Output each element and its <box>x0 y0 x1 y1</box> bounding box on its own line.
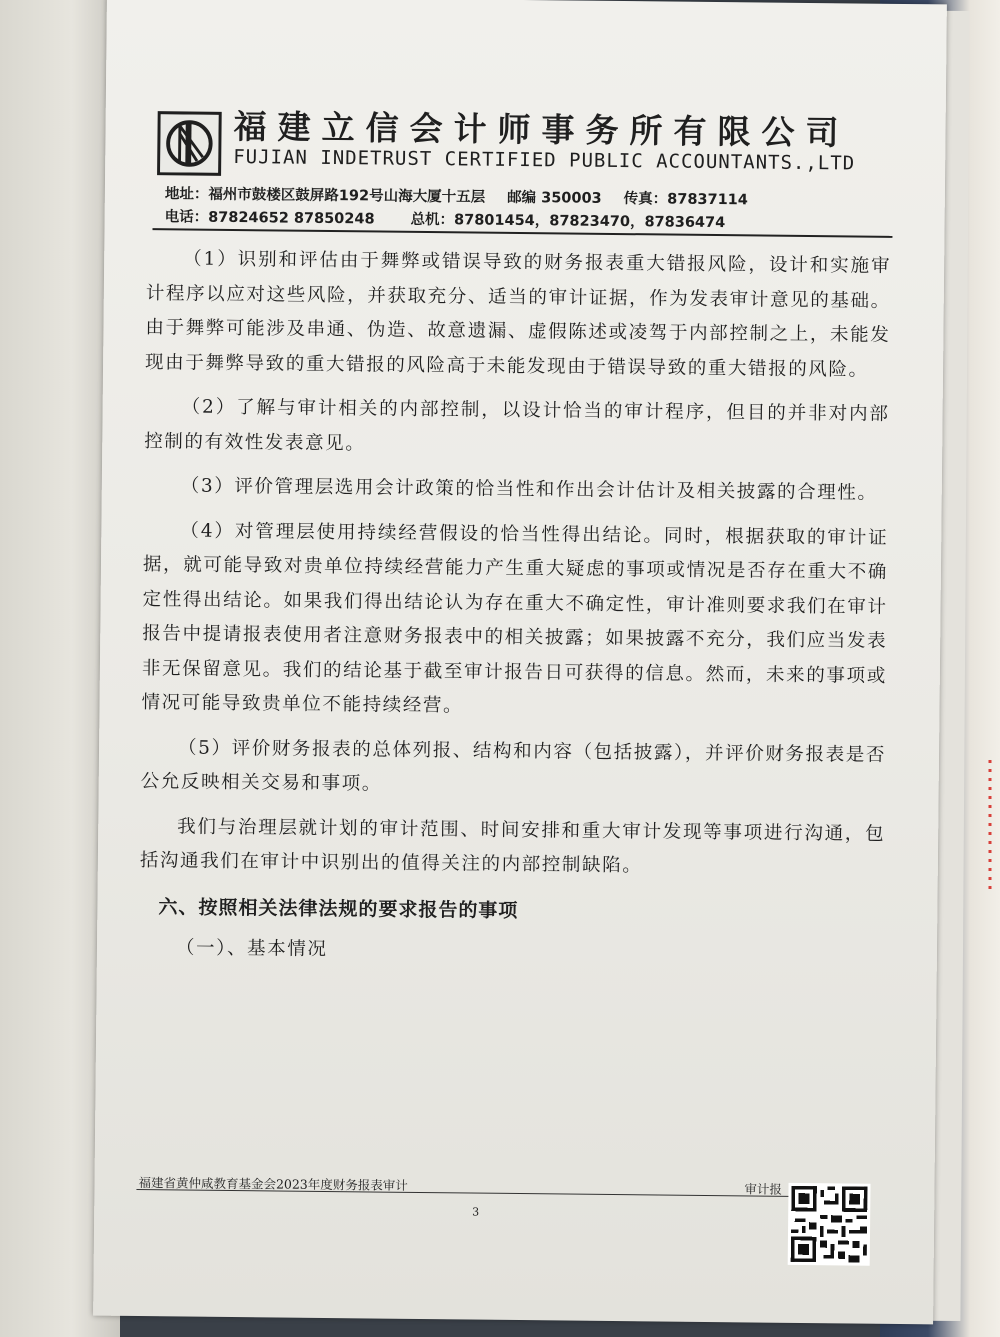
paragraph-item-5: （5）评价财务报表的总体列报、结构和内容（包括披露），并评价财务报表是否公允反映相关交易和事项。 <box>140 736 887 795</box>
firm-name-english: FUJIAN INDETRUST CERTIFIED PUBLIC ACCOUNTANTS.,LTD <box>233 145 856 175</box>
firm-logo-icon <box>157 111 222 176</box>
postcode: 邮编 350003 <box>507 189 602 207</box>
phone-line <box>165 205 726 232</box>
fax: 传真：87837114 <box>623 191 748 209</box>
paragraph-item-3: （3）评价管理层选用会计政策的恰当性和作出会计估计及相关披露的合理性。 <box>180 475 878 504</box>
firm-name-chinese: 福建立信会计师事务所有限公司 <box>233 106 850 153</box>
subsection-1-heading: （一）、基本情况 <box>175 936 328 960</box>
phone: 电话：87824652 87850248 <box>164 209 375 228</box>
red-stamp-edge <box>986 760 994 890</box>
paragraph-item-1: （1）识别和评估由于舞弊或错误导致的财务报表重大错报风险，设计和实施审计程序以应对这些风险，并获取充分、适当的审计证据，作为发表审计意见的基础。由于舞弊可能涉及串通、伪造、故意遗漏、虚假陈述或凌驾于内部控制之上，未能发现由于舞弊导致的重大错报的风险高于未能发现由于错误导致的重大错报的风险。 <box>144 248 892 381</box>
section-6-heading: 六、按照相关法律法规的要求报告的事项 <box>158 895 519 922</box>
footer-report-label: 审计报 <box>744 1181 783 1197</box>
qr-code-icon <box>788 1183 871 1266</box>
switchboard: 总机：87801454，87823470，87836474 <box>410 211 726 232</box>
footer-title: 福建省黄仲咸教育基金会2023年度财务报表审计 <box>138 1175 408 1193</box>
address: 地址：福州市鼓楼区鼓屏路192号山海大厦十五层 <box>164 186 486 206</box>
paragraph-item-2: （2）了解与审计相关的内部控制，以设计恰当的审计程序，但目的并非对内部控制的有效性发表意见。 <box>144 396 890 454</box>
footer-divider <box>136 1189 800 1197</box>
page-number: 3 <box>472 1205 480 1219</box>
paragraph-item-4: （4）对管理层使用持续经营假设的恰当性得出结论。同时，根据获取的审计证据，就可能导致对贵单位持续经营能力产生重大疑虑的事项或情况是否存在重大不确定性得出结论。如果我们得出结论认为存在重大不确定性，审计准则要求我们在审计报告中提请报表使用者注意财务报表中的相关披露；如果披露不充分，我们应当发表非无保留意见。我们的结论基于截至审计报告日可获得的信息。然而，未来的事项或情况可能导致贵单位不能持续经营。 <box>141 519 889 717</box>
document-page <box>93 0 947 1324</box>
report-body <box>139 242 892 973</box>
paragraph-communication: 我们与治理层就计划的审计范围、时间安排和重大审计发现等事项进行沟通，包括沟通我们在审计中识别出的值得关注的内部控制缺陷。 <box>139 815 886 877</box>
